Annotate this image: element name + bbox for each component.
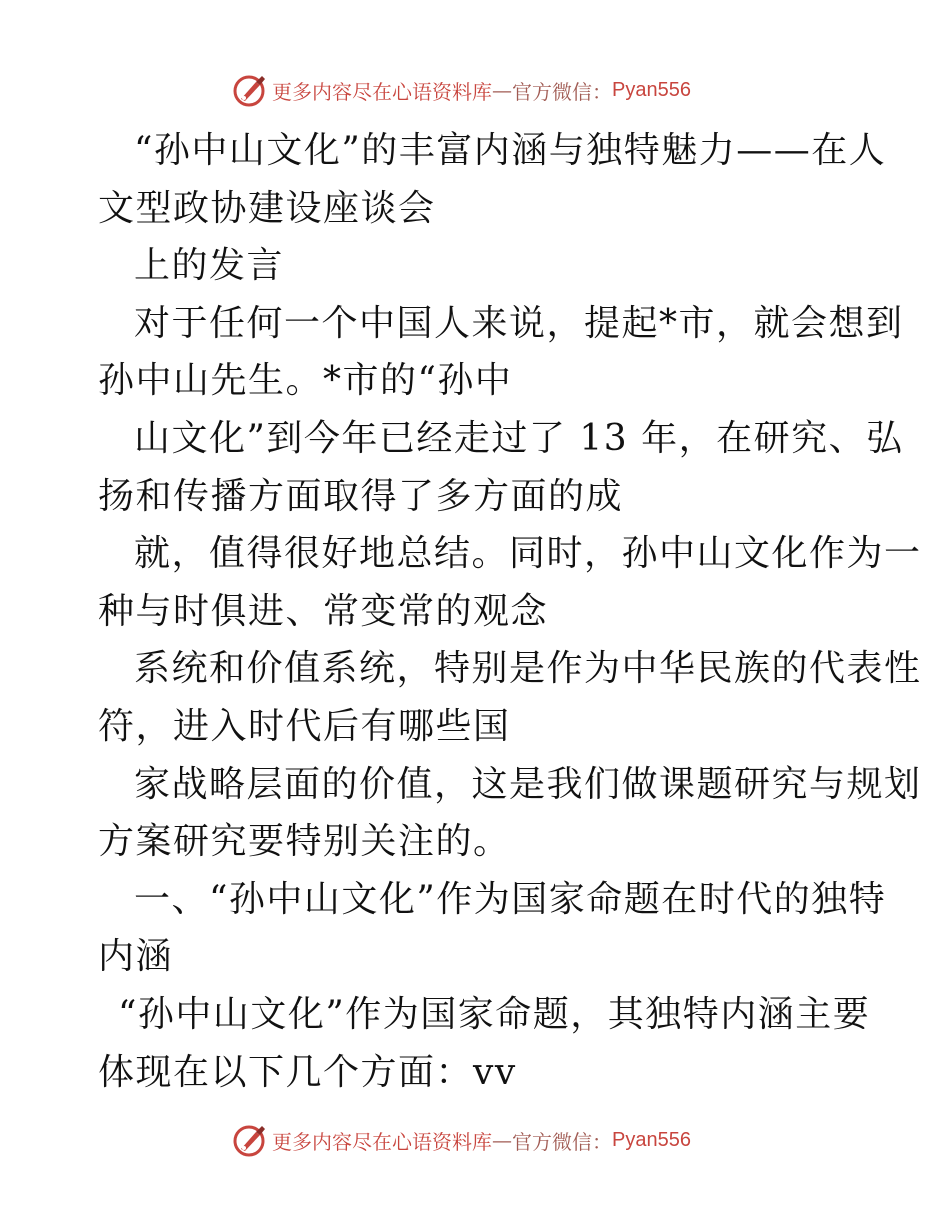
document-line: “孙中山文化”作为国家命题，其独特内涵主要 bbox=[118, 993, 871, 1035]
document-line: 符，进入时代后有哪些国 bbox=[98, 705, 511, 747]
pen-logo-icon bbox=[232, 72, 268, 108]
document-line: 种与时俱进、常变常的观念 bbox=[98, 590, 549, 632]
pen-logo-icon bbox=[232, 1122, 268, 1158]
watermark-account: Pyan556 bbox=[612, 1128, 691, 1151]
watermark-text: 更多内容尽在心语资料库 bbox=[272, 1129, 492, 1154]
watermark-account: Pyan556 bbox=[612, 78, 691, 101]
document-line: 方案研究要特别关注的。 bbox=[98, 821, 511, 863]
document-line: 体现在以下几个方面：vv bbox=[98, 1051, 517, 1093]
watermark-official-label: 官方微信： bbox=[512, 79, 612, 104]
watermark-banner-top bbox=[232, 70, 691, 110]
document-line: 内涵 bbox=[98, 936, 174, 978]
document-line: 系统和价值系统，特别是作为中华民族的代表性 bbox=[134, 648, 922, 690]
document-body bbox=[98, 122, 922, 1101]
document-line: “孙中山文化”的丰富内涵与独特魅力——在人 bbox=[134, 130, 887, 171]
watermark-official-label: 官方微信： bbox=[512, 1129, 612, 1154]
document-line: 文型政协建设座谈会 bbox=[98, 187, 436, 229]
watermark-text: 更多内容尽在心语资料库 bbox=[272, 79, 492, 104]
watermark-banner-bottom bbox=[232, 1120, 691, 1160]
document-line: 一、“孙中山文化”作为国家命题在时代的独特 bbox=[134, 878, 887, 920]
document-line: 就，值得很好地总结。同时，孙中山文化作为一 bbox=[134, 533, 922, 575]
watermark-separator: — bbox=[492, 78, 512, 102]
document-line: 山文化”到今年已经走过了 13 年，在研究、弘 bbox=[134, 417, 904, 459]
document-line: 对于任何一个中国人来说，提起*市，就会想到 bbox=[134, 302, 904, 344]
document-line: 上的发言 bbox=[134, 245, 285, 287]
watermark-separator: — bbox=[492, 1128, 512, 1152]
document-line: 家战略层面的价值，这是我们做课题研究与规划 bbox=[134, 763, 922, 805]
document-line: 扬和传播方面取得了多方面的成 bbox=[98, 475, 624, 517]
document-line: 孙中山先生。*市的“孙中 bbox=[98, 360, 513, 402]
